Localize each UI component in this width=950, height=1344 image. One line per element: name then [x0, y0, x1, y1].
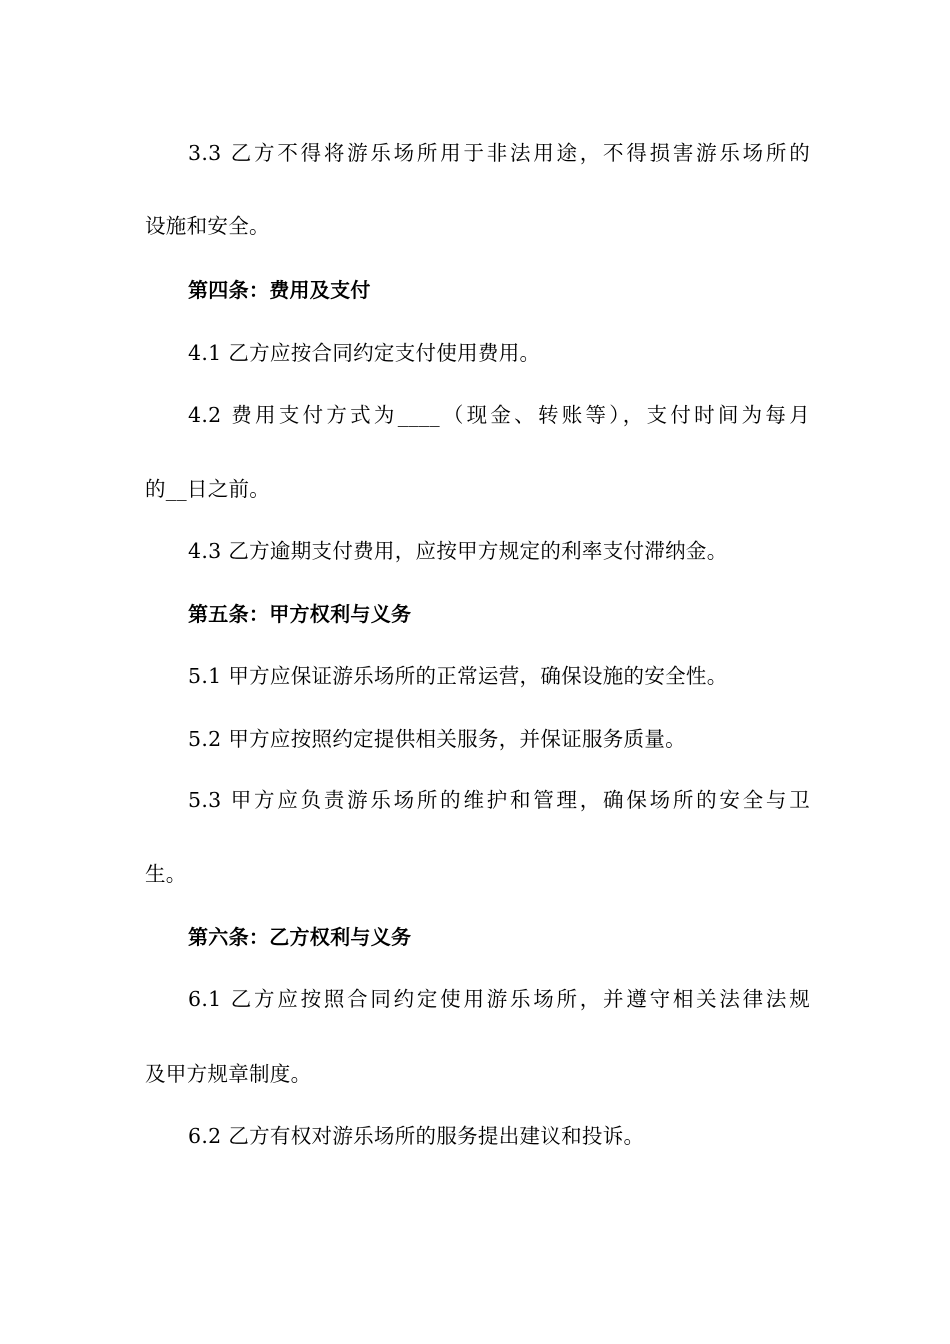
clause-4-3: 4.3 乙方逾期支付费用，应按甲方规定的利率支付滞纳金。 — [188, 539, 728, 563]
clause-4-1: 4.1 乙方应按合同约定支付使用费用。 — [188, 341, 541, 365]
clause-4-2-line-2: 的__日之前。 — [145, 477, 271, 501]
article-5-heading: 第五条：甲方权利与义务 — [188, 602, 412, 626]
clause-5-3-line-2: 生。 — [145, 862, 187, 886]
clause-6-2: 6.2 乙方有权对游乐场所的服务提出建议和投诉。 — [188, 1124, 645, 1148]
clause-4-2-line-1: 4.2 费用支付方式为____（现金、转账等），支付时间为每月 — [188, 403, 810, 427]
clause-5-3-line-1: 5.3 甲方应负责游乐场所的维护和管理，确保场所的安全与卫 — [188, 788, 810, 812]
clause-6-1-line-1: 6.1 乙方应按照合同约定使用游乐场所，并遵守相关法律法规 — [188, 987, 810, 1011]
clause-5-1: 5.1 甲方应保证游乐场所的正常运营，确保设施的安全性。 — [188, 664, 728, 688]
clause-5-2: 5.2 甲方应按照约定提供相关服务，并保证服务质量。 — [188, 727, 686, 751]
clause-3-3-line-1: 3.3 乙方不得将游乐场所用于非法用途，不得损害游乐场所的 — [188, 141, 810, 165]
article-6-heading: 第六条：乙方权利与义务 — [188, 925, 412, 949]
clause-6-1-line-2: 及甲方规章制度。 — [145, 1062, 312, 1086]
clause-3-3-line-2: 设施和安全。 — [145, 214, 270, 238]
article-4-heading: 第四条：费用及支付 — [188, 278, 371, 302]
